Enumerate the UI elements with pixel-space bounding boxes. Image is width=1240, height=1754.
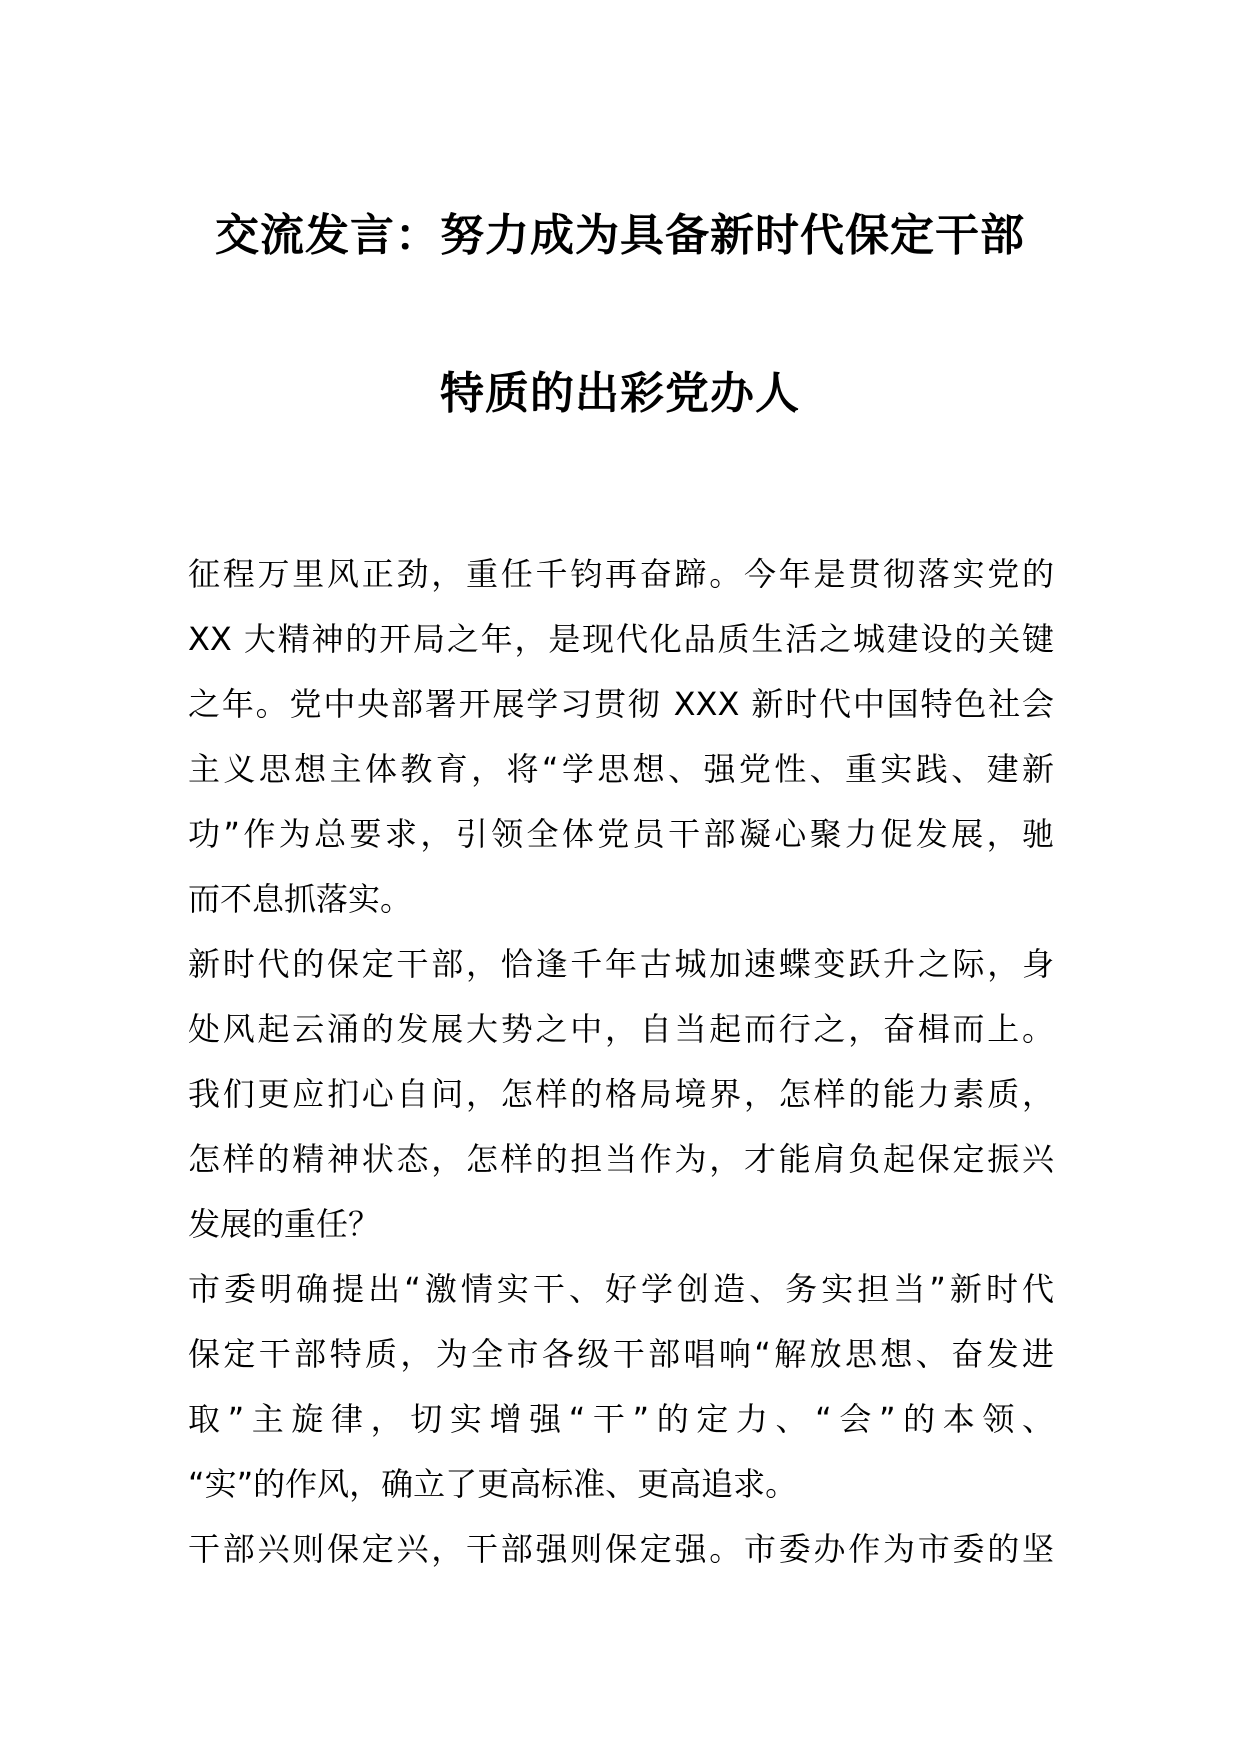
paragraph-2 [188,932,1054,1257]
document-title-line-2: 特质的出彩党办人 [440,368,800,419]
paragraph-line: 主义思想主体教育，将“学思想、强党性、重实践、建新 [188,750,1054,788]
paragraph-line: XX 大精神的开局之年，是现代化品质生活之城建设的关键 [188,620,1054,658]
paragraph-line: 保定干部特质，为全市各级干部唱响“解放思想、奋发进 [188,1335,1054,1373]
paragraph-line: 之年。党中央部署开展学习贯彻 XXX 新时代中国特色社会 [188,685,1054,723]
paragraph-line: 怎样的精神状态，怎样的担当作为，才能肩负起保定振兴 [188,1140,1054,1178]
paragraph-line: 功”作为总要求，引领全体党员干部凝心聚力促发展，驰 [188,815,1054,853]
paragraph-line: 而不息抓落实。 [188,880,413,918]
document-body [188,542,1054,1582]
paragraph-line: 新时代的保定干部，恰逢千年古城加速蝶变跃升之际，身 [188,945,1054,983]
paragraph-1 [188,542,1054,932]
paragraph-line: 干部兴则保定兴，干部强则保定强。市委办作为市委的坚 [188,1530,1054,1568]
paragraph-3 [188,1257,1054,1517]
paragraph-line: 处风起云涌的发展大势之中，自当起而行之，奋楫而上。 [188,1010,1054,1048]
paragraph-4 [188,1517,1054,1582]
paragraph-line: 发展的重任？ [188,1205,381,1243]
paragraph-line: 我们更应扪心自问，怎样的格局境界，怎样的能力素质， [188,1075,1054,1113]
paragraph-line: 取”主旋律，切实增强“干”的定力、“会”的本领、 [188,1400,1054,1438]
paragraph-line: 征程万里风正劲，重任千钧再奋蹄。今年是贯彻落实党的 [188,555,1054,593]
paragraph-line: 市委明确提出“激情实干、好学创造、务实担当”新时代 [188,1270,1054,1308]
document-title-line-1: 交流发言：努力成为具备新时代保定干部 [215,210,1025,261]
paragraph-line: “实”的作风，确立了更高标准、更高追求。 [188,1465,798,1503]
